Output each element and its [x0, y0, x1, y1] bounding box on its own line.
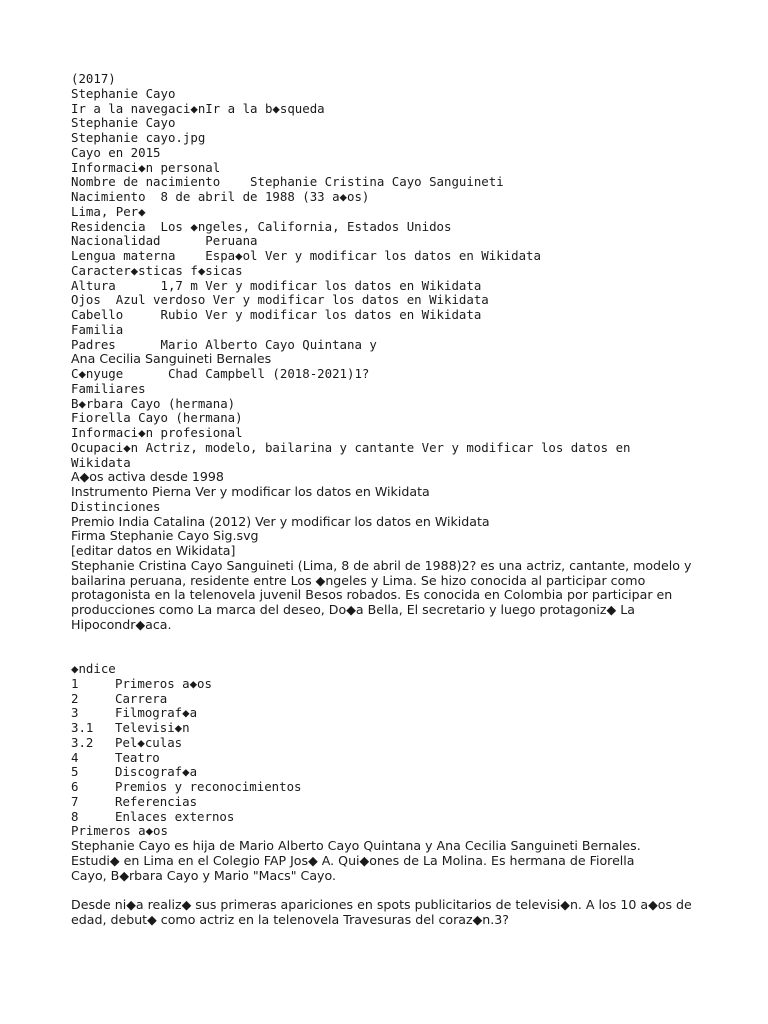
toc-item-number: 5 [71, 764, 79, 780]
eyes-row: Ojos Azul verdoso Ver y modificar los datos en Wikidata [71, 292, 489, 308]
toc-item-label[interactable]: Carrera [115, 690, 168, 706]
toc-item[interactable] [71, 780, 761, 795]
height-row: Altura 1,7 m Ver y modificar los datos en Wikidata [71, 277, 482, 293]
section-physical: Caracter◆sticas f◆sicas [71, 262, 243, 278]
year-text: (2017) [71, 71, 116, 86]
birth-place: Lima, Per◆ [71, 203, 146, 219]
infobox [71, 72, 761, 928]
toc-item-number: 3.2 [71, 734, 94, 750]
toc-item-label[interactable]: Referencias [115, 793, 198, 809]
active-years-row: A◆os activa desde 1998 [71, 469, 224, 485]
toc-item-number: 4 [71, 749, 79, 765]
intro-paragraph: Stephanie Cristina Cayo Sanguineti (Lima, 8 de abril de 1988)2? es una actriz, cantante, modelo y bailarina peruana, residente entre Los ◆ngeles y Lima. Se hizo conocida al participar como protagonista en la telenovela juvenil Besos robados. Es conocida en Colombia por participar en producciones como La marca del deseo, Do◆a Bella, El secretario y luego protagoniz◆ La Hipocondr◆aca. [71, 557, 692, 632]
toc-list [71, 677, 761, 825]
language-row: Lengua materna Espa◆ol Ver y modificar los datos en Wikidata [71, 248, 541, 263]
spouse-row: C◆nyuge Chad Campbell (2018-2021)1? [71, 366, 370, 381]
infobox-title: Stephanie Cayo [71, 85, 176, 101]
toc-item-number: 6 [71, 779, 79, 794]
nav-links[interactable]: Ir a la navegaci◆nIr a la b◆squeda [71, 100, 325, 116]
image-file-link[interactable]: Stephanie cayo.jpg [71, 130, 206, 145]
relative-item: Fiorella Cayo (hermana) [71, 410, 243, 426]
toc-item-label[interactable]: Teatro [115, 749, 160, 765]
toc-item-number: 3 [71, 705, 79, 721]
toc-item[interactable] [71, 692, 761, 707]
name-heading: Stephanie Cayo [71, 115, 176, 131]
toc-item-label[interactable]: Premios y reconocimientos [115, 779, 302, 794]
toc-item-number: 7 [71, 793, 79, 809]
toc-item-number: 2 [71, 690, 79, 706]
toc-item-label[interactable]: Televisi◆n [115, 720, 190, 735]
toc-item[interactable] [71, 677, 761, 692]
toc-item[interactable] [71, 751, 761, 766]
spacer [71, 883, 761, 898]
nationality-row: Nacionalidad Peruana [71, 233, 258, 249]
toc-item-number: 8 [71, 808, 79, 824]
toc-item[interactable] [71, 721, 761, 736]
toc-item-label[interactable]: Pel◆culas [115, 734, 183, 750]
section-family: Familia [71, 321, 124, 337]
section-awards: Distinciones [71, 498, 161, 514]
toc-item[interactable] [71, 810, 761, 825]
birth-name-row: Nombre de nacimiento Stephanie Cristina Cayo Sanguineti [71, 174, 504, 190]
relative-item: B◆rbara Cayo (hermana) [71, 395, 236, 411]
toc-item-number: 1 [71, 675, 79, 691]
toc-title: ◆ndice [71, 661, 116, 676]
toc-item[interactable] [71, 765, 761, 780]
toc-item-label[interactable]: Enlaces externos [115, 808, 235, 824]
toc-item[interactable] [71, 706, 761, 721]
early-paragraph-1: Stephanie Cayo es hija de Mario Alberto Cayo Quintana y Ana Cecilia Sanguineti Bernales. Estudi◆ en Lima en el Colegio FAP Jos◆ A. Qui◆ones de La Molina. Es hermana de Fiorella Cayo, B◆rbara Cayo y Mario "Macs" Cayo. [71, 838, 641, 883]
hair-row: Cabello Rubio Ver y modificar los datos en Wikidata [71, 307, 482, 322]
residence-row: Residencia Los ◆ngeles, California, Estados Unidos [71, 218, 452, 234]
occupation-row: Ocupaci◆n Actriz, modelo, bailarina y cantante Ver y modificar los datos en Wikidata [71, 439, 631, 470]
birth-row: Nacimiento 8 de abril de 1988 (33 a◆os) [71, 189, 370, 204]
toc-item[interactable] [71, 736, 761, 751]
section-early-heading: Primeros a◆os [71, 823, 168, 839]
signature-row: Firma Stephanie Cayo Sig.svg [71, 528, 259, 544]
award-row: Premio India Catalina (2012) Ver y modificar los datos en Wikidata [71, 513, 490, 529]
edit-wikidata-link[interactable]: [editar datos en Wikidata] [71, 543, 236, 558]
section-professional: Informaci◆n profesional [71, 425, 243, 440]
spacer [71, 633, 761, 663]
toc-item-label[interactable]: Primeros a◆os [115, 675, 212, 691]
early-paragraph-2: Desde ni◆a realiz◆ sus primeras apariciones en spots publicitarios de televisi◆n. A los 10 a◆os de edad, debut◆ como actriz en la telenovela Travesuras del coraz◆n.3? [71, 897, 692, 927]
section-personal: Informaci◆n personal [71, 159, 221, 175]
relatives-label: Familiares [71, 380, 146, 396]
toc-item-label[interactable]: Filmograf◆a [115, 705, 198, 721]
parents-row-continued: Ana Cecilia Sanguineti Bernales [71, 351, 272, 367]
instrument-row: Instrumento Pierna Ver y modificar los datos en Wikidata [71, 484, 430, 499]
parents-row: Padres Mario Alberto Cayo Quintana y [71, 336, 377, 352]
toc-item-number: 3.1 [71, 720, 94, 735]
toc-item[interactable] [71, 795, 761, 810]
image-caption: Cayo en 2015 [71, 144, 161, 160]
toc-item-label[interactable]: Discograf◆a [115, 764, 198, 780]
